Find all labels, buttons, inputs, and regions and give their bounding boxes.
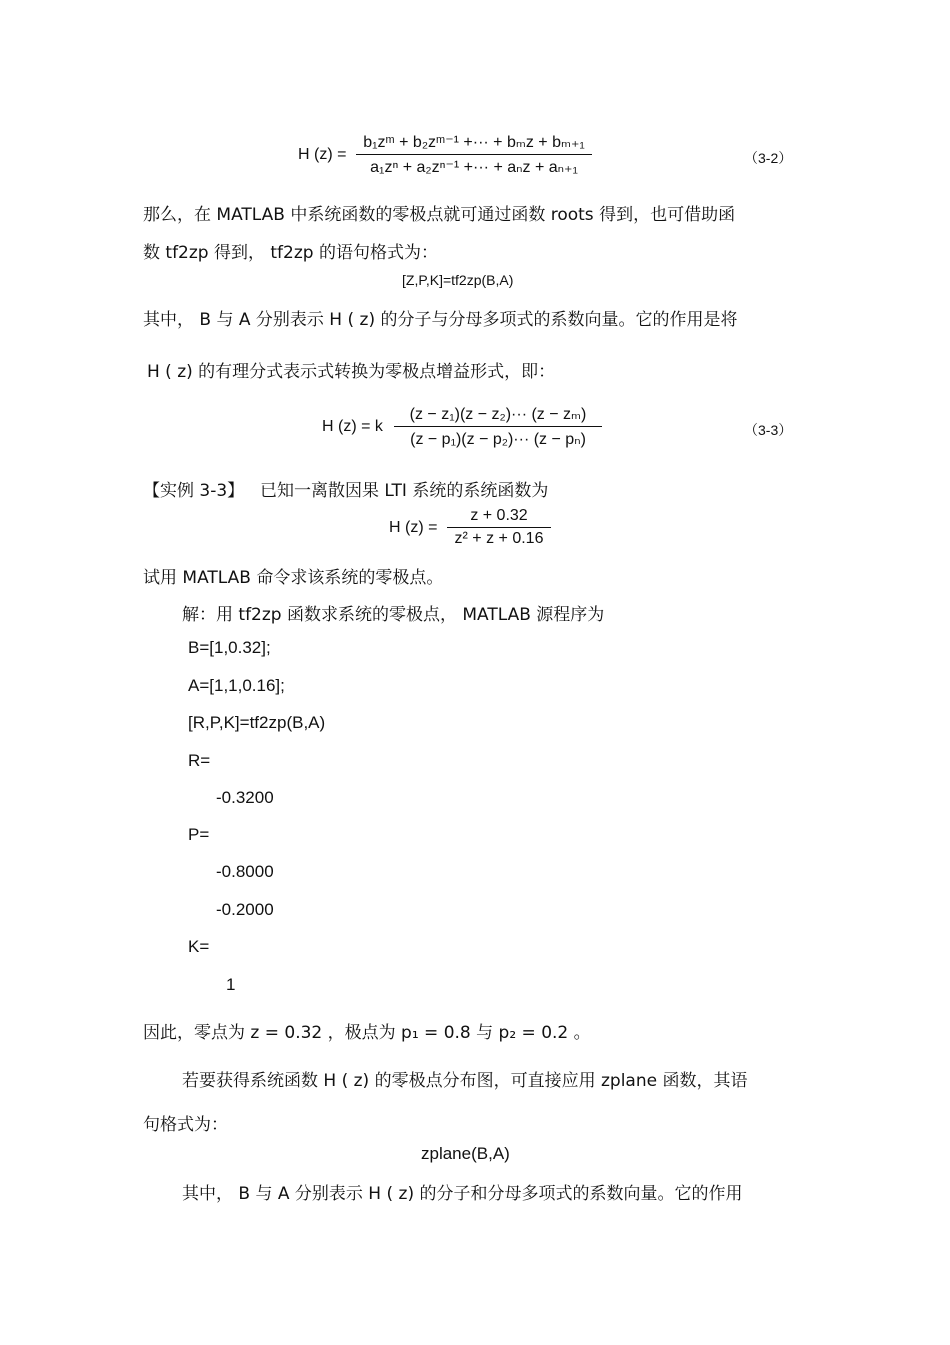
code-line-4: R= xyxy=(188,751,211,770)
eq33-number: （3-3） xyxy=(744,422,793,438)
syntax-tf2zp: [Z,P,K]=tf2zp(B,A) xyxy=(402,272,514,288)
code-line-1: B=[1,0.32]; xyxy=(188,638,271,657)
paragraph-5-line-1: 其中， B 与 A 分别表示 H ( z) 的分子和分母多项式的系数向量。它的作用 xyxy=(182,1184,743,1204)
eq33-fraction-bar xyxy=(394,426,602,427)
code-line-5: -0.3200 xyxy=(216,788,274,807)
solution-line: 解：用 tf2zp 函数求系统的零极点， MATLAB 源程序为 xyxy=(182,605,605,625)
code-line-10: 1 xyxy=(226,975,236,994)
code-line-3: [R,P,K]=tf2zp(B,A) xyxy=(188,713,326,732)
eq33-numerator: (z − z₁)(z − z₂)··· (z − zₘ) xyxy=(409,406,587,423)
paragraph-4-line-1: 若要获得系统函数 H ( z) 的零极点分布图，可直接应用 zplane 函数，其语 xyxy=(182,1071,748,1091)
example-eq-numerator: z + 0.32 xyxy=(470,507,528,524)
paragraph-1-line-1: 那么，在 MATLAB 中系统函数的零极点就可通过函数 roots 得到，也可借助函 xyxy=(143,205,736,225)
paragraph-3: 试用 MATLAB 命令求该系统的零极点。 xyxy=(143,568,444,588)
code-line-7: -0.8000 xyxy=(216,862,274,881)
paragraph-1-line-2: 数 tf2zp 得到， tf2zp 的语句格式为： xyxy=(143,243,438,263)
conclusion-line: 因此，零点为 z = 0.32 ，极点为 p₁ = 0.8 与 p₂ = 0.2 。 xyxy=(143,1023,591,1043)
eq32-fraction-bar xyxy=(356,154,592,155)
eq33-denominator: (z − p₁)(z − p₂)··· (z − pₙ) xyxy=(410,431,586,448)
paragraph-4-line-2: 句格式为： xyxy=(143,1115,228,1135)
eq32-fraction xyxy=(356,132,592,177)
syntax-zplane: zplane(B,A) xyxy=(421,1144,510,1163)
example-eq-lhs: H (z) = xyxy=(389,519,438,536)
code-line-6: P= xyxy=(188,825,210,844)
paragraph-2-line-1: 其中， B 与 A 分别表示 H ( z) 的分子与分母多项式的系数向量。它的作用是将 xyxy=(143,310,738,330)
eq32-lhs: H (z) = xyxy=(298,146,347,163)
example-eq-fraction xyxy=(447,507,551,548)
code-line-9: K= xyxy=(188,937,210,956)
eq32-denominator: a₁zⁿ + a₂zⁿ⁻¹ +··· + aₙz + aₙ₊₁ xyxy=(370,159,578,176)
eq32-numerator: b₁zᵐ + b₂zᵐ⁻¹ +··· + bₘz + bₘ₊₁ xyxy=(363,134,585,151)
example-eq-fraction-bar xyxy=(447,527,551,528)
example-eq-denominator: z² + z + 0.16 xyxy=(454,530,544,547)
eq33-fraction xyxy=(394,404,602,449)
code-line-8: -0.2000 xyxy=(216,900,274,919)
eq32-number: （3-2） xyxy=(744,150,793,166)
eq33-lhs: H (z) = k xyxy=(322,418,383,435)
example-label: 【实例 3-3】 xyxy=(143,481,245,501)
example-text: 已知一离散因果 LTI 系统的系统函数为 xyxy=(260,481,549,501)
paragraph-2-line-2: H ( z) 的有理分式表示式转换为零极点增益形式，即： xyxy=(147,362,556,382)
code-line-2: A=[1,1,0.16]; xyxy=(188,676,285,695)
